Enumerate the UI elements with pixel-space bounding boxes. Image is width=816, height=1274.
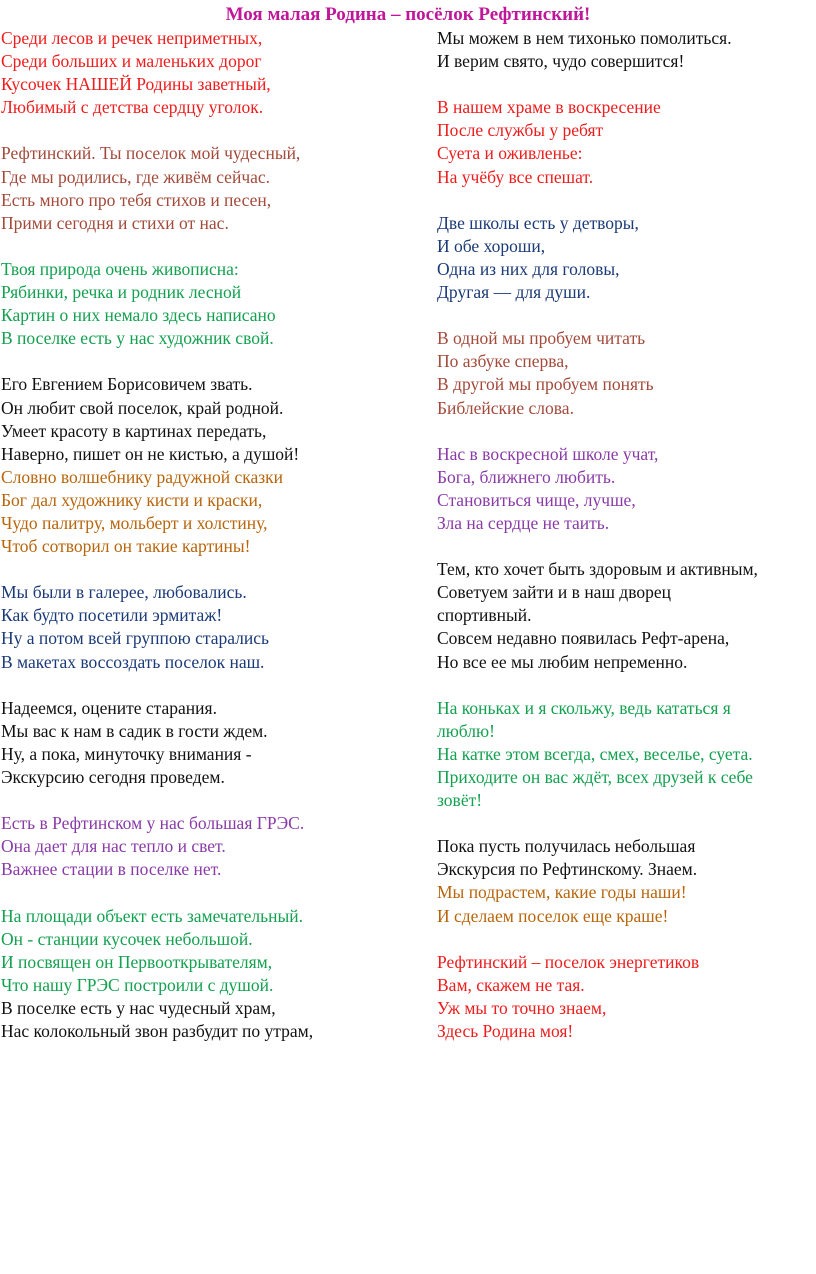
poem-line: На катке этом всегда, смех, веселье, суета. <box>437 743 753 764</box>
stanza <box>1 27 401 119</box>
stanza-gap <box>437 73 815 96</box>
poem-line: Бог дал художнику кисти и краски, <box>1 489 263 510</box>
stanza-gap <box>1 235 401 258</box>
stanza <box>1 581 401 673</box>
poem-line: После службы у ребят <box>437 120 604 141</box>
poem-line: Важнее стации в поселке нет. <box>1 859 222 880</box>
poem-line: зовёт! <box>437 790 483 811</box>
stanza-gap <box>1 789 401 812</box>
poem-line: В поселке есть у нас художник свой. <box>1 328 274 349</box>
poem-line: Надеемся, оцените старания. <box>1 697 217 718</box>
poem-line: Здесь Родина моя! <box>437 1021 574 1042</box>
stanza <box>437 697 815 812</box>
poem-line: Среди больших и маленьких дорог <box>1 51 262 72</box>
poem-line: Другая — для души. <box>437 282 591 303</box>
stanza-gap <box>1 674 401 697</box>
poem-line: Как будто посетили эрмитаж! <box>1 605 223 626</box>
poem-line: Ну, а пока, минуточку внимания - <box>1 743 252 764</box>
poem-line: Чтоб сотворил он такие картины! <box>1 536 251 557</box>
stanza <box>1 142 401 234</box>
stanza <box>1 373 401 465</box>
page-title: Моя малая Родина – посёлок Рефтинский! <box>225 4 591 25</box>
poem-line: Мы были в галерее, любовались. <box>1 582 247 603</box>
stanza <box>437 96 815 188</box>
poem-line: И сделаем поселок еще краше! <box>437 905 669 926</box>
poem-line: И обе хороши, <box>437 235 546 256</box>
poem-line: Есть в Рефтинском у нас большая ГРЭС. <box>1 813 305 834</box>
poem-column-right <box>437 27 815 1043</box>
poem-line: Нас в воскресной школе учат, <box>437 443 659 464</box>
stanza-gap <box>437 420 815 443</box>
stanza <box>437 327 815 419</box>
poem-line: В другой мы пробуем понять <box>437 374 654 395</box>
stanza-gap <box>437 812 815 835</box>
poem-line: Словно волшебнику радужной сказки <box>1 466 283 487</box>
poem-line: Одна из них для головы, <box>437 258 620 279</box>
stanza <box>437 558 815 673</box>
poem-line: Есть много про тебя стихов и песен, <box>1 189 272 210</box>
poem-line: Уж мы то точно знаем, <box>437 997 607 1018</box>
poem-line: Рефтинский. Ты поселок мой чудесный, <box>1 143 301 164</box>
poem-line: В нашем храме в воскресение <box>437 97 661 118</box>
poem-line: Библейские слова. <box>437 397 574 418</box>
poem-line: спортивный. <box>437 605 532 626</box>
poem-line: Совсем недавно появилась Рефт-арена, <box>437 628 730 649</box>
poem-line: Его Евгением Борисовичем звать. <box>1 374 253 395</box>
poem-line: В одной мы пробуем читать <box>437 328 646 349</box>
poem-line: Мы подрастем, какие годы наши! <box>437 882 687 903</box>
stanza-gap <box>437 189 815 212</box>
poem-line: В макетах воссоздать поселок наш. <box>1 651 265 672</box>
poem-line: Что нашу ГРЭС построили с душой. <box>1 974 274 995</box>
poem-line: Она дает для нас тепло и свет. <box>1 836 226 857</box>
poem-line: Картин о них немало здесь написано <box>1 305 276 326</box>
poem-line: Приходите он вас ждёт, всех друзей к себе <box>437 767 753 787</box>
poem-line: Твоя природа очень живописна: <box>1 258 239 279</box>
poem-line: По азбуке сперва, <box>437 351 569 372</box>
poem-line: На коньках и я скольжу, ведь кататься я <box>437 697 731 718</box>
poem-line: Зла на сердце не таить. <box>437 512 610 533</box>
stanza-gap <box>1 881 401 904</box>
poem-line: Среди лесов и речек неприметных, <box>1 28 263 48</box>
poem-line: Советуем зайти и в наш дворец <box>437 582 671 603</box>
stanza-gap <box>437 928 815 951</box>
poem-line: Мы вас к нам в садик в гости ждем. <box>1 720 268 741</box>
stanza <box>1 812 401 881</box>
stanza-gap <box>437 304 815 327</box>
stanza <box>437 881 815 927</box>
poem-line: Бога, ближнего любить. <box>437 466 616 487</box>
poem-line: Становиться чище, лучше, <box>437 489 636 510</box>
stanza <box>437 443 815 535</box>
poem-line: Экскурсию сегодня проведем. <box>1 767 225 787</box>
stanza <box>437 835 815 881</box>
poem-line: Экскурсия по Рефтинскому. Знаем. <box>437 859 698 880</box>
stanza <box>1 905 401 997</box>
poem-line: Где мы родились, где живём сейчас. <box>1 166 271 187</box>
poem-line: Две школы есть у детворы, <box>437 212 639 233</box>
poem-line: люблю! <box>437 720 495 741</box>
stanza-gap <box>1 558 401 581</box>
poem-line: Наверно, пишет он не кистью, а душой! <box>1 443 300 464</box>
poem-line: Прими сегодня и стихи от нас. <box>1 212 229 233</box>
stanza-gap <box>437 674 815 697</box>
poem-line: И верим свято, чудо совершится! <box>437 51 685 72</box>
stanza <box>1 258 401 350</box>
stanza <box>1 466 401 558</box>
poem-line: Тем, кто хочет быть здоровым и активным, <box>437 559 758 580</box>
stanza <box>437 951 815 1043</box>
poem-line: Умеет красоту в картинах передать, <box>1 420 267 441</box>
poem-line: В поселке есть у нас чудесный храм, <box>1 997 276 1018</box>
stanza-gap <box>1 350 401 373</box>
poem-line: Кусочек НАШЕЙ Родины заветный, <box>1 74 271 95</box>
stanza <box>1 697 401 789</box>
stanza-gap <box>437 535 815 558</box>
poem-line: Он - станции кусочек небольшой. <box>1 928 253 949</box>
poem-line: Ну а потом всей группою старались <box>1 628 270 649</box>
poem-line: Суета и оживленье: <box>437 143 583 164</box>
poem-line: Вам, скажем не тая. <box>437 974 585 995</box>
poem-line: Пока пусть получилась небольшая <box>437 836 696 857</box>
poem-line: На учёбу все спешат. <box>437 166 594 187</box>
poem-line: Но все ее мы любим непременно. <box>437 651 688 672</box>
poem-line: Чудо палитру, мольберт и холстину, <box>1 512 268 533</box>
poem-line: И посвящен он Первооткрывателям, <box>1 951 273 972</box>
stanza <box>437 27 815 73</box>
stanza-gap <box>1 119 401 142</box>
stanza <box>437 212 815 304</box>
poem-line: Рефтинский – поселок энергетиков <box>437 951 700 972</box>
poem-line: Мы можем в нем тихонько помолиться. <box>437 28 732 48</box>
poem-column-left <box>1 27 401 1043</box>
poem-line: Любимый с детства сердцу уголок. <box>1 97 264 118</box>
poem-line: Нас колокольный звон разбудит по утрам, <box>1 1021 314 1042</box>
poem-line: Рябинки, речка и родник лесной <box>1 282 242 303</box>
stanza <box>1 997 401 1043</box>
poem-line: Он любит свой поселок, край родной. <box>1 397 284 418</box>
poem-line: На площади объект есть замечательный. <box>1 905 304 926</box>
